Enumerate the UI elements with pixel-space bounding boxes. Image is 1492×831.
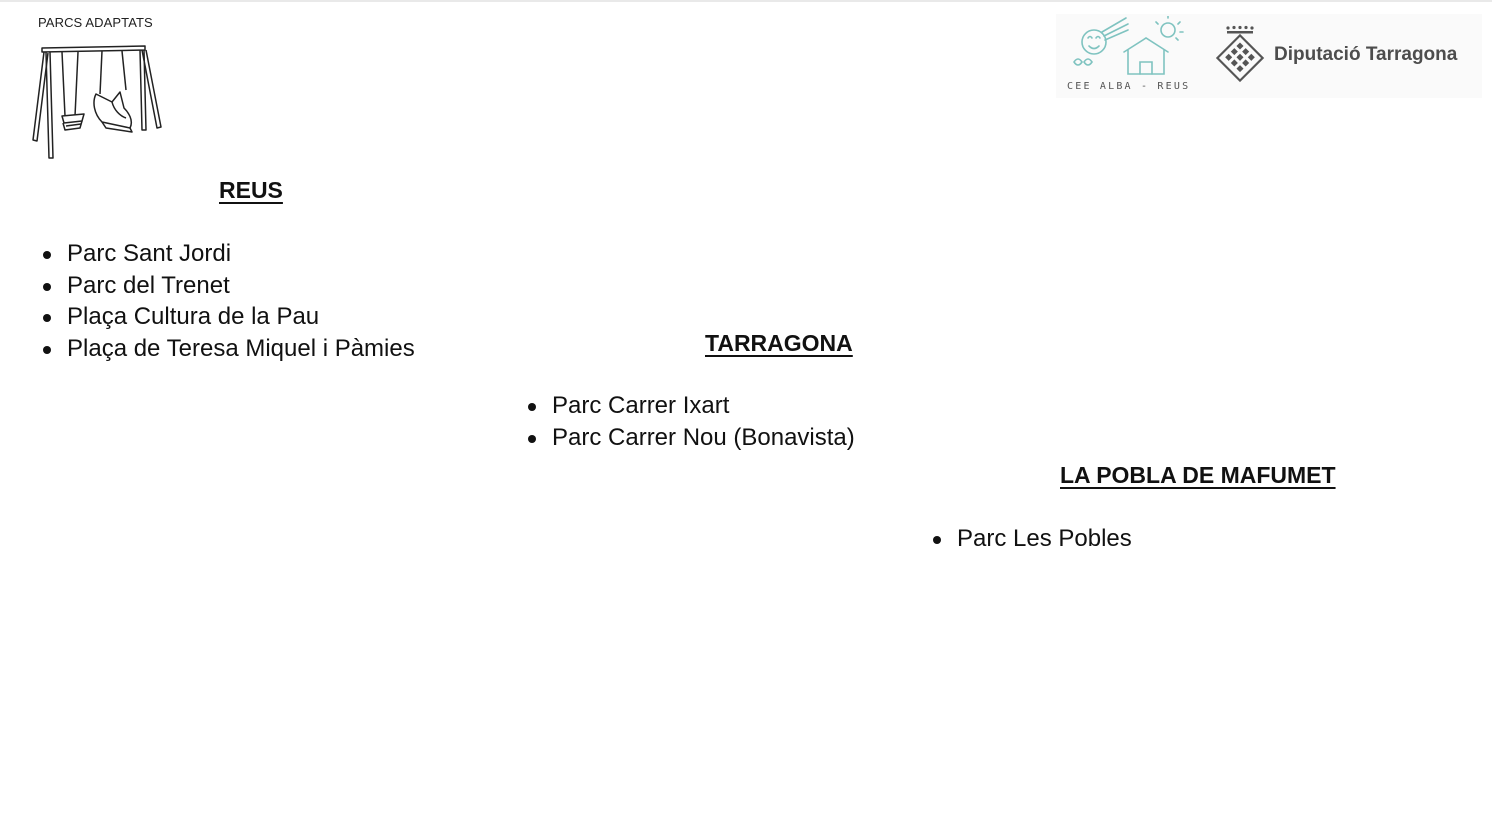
top-divider — [0, 0, 1492, 2]
page-header-label: PARCS ADAPTATS — [38, 15, 153, 30]
city-heading-reus: REUS — [219, 177, 283, 203]
cee-alba-caption: CEE ALBA - REUS — [1067, 81, 1191, 92]
cee-alba-logo — [1064, 16, 1188, 82]
swing-set-icon — [28, 42, 168, 164]
park-list-la-pobla-de-mafumet — [930, 523, 1132, 555]
park-list-tarragona — [525, 390, 855, 453]
list-item: Parc Carrer Ixart — [525, 390, 855, 422]
list-item: Parc Sant Jordi — [40, 238, 415, 270]
list-item: Plaça Cultura de la Pau — [40, 301, 415, 333]
list-item: Parc Les Pobles — [930, 523, 1132, 555]
diamond-emblem-icon — [1216, 24, 1270, 86]
city-heading-tarragona: TARRAGONA — [705, 330, 853, 356]
diputacio-logo-text: Diputació Tarragona — [1274, 44, 1458, 65]
park-list-reus — [40, 238, 415, 364]
city-heading-la-pobla-de-mafumet: LA POBLA DE MAFUMET — [1060, 462, 1336, 488]
list-item: Parc Carrer Nou (Bonavista) — [525, 422, 855, 454]
logos-banner — [1056, 14, 1482, 98]
list-item: Parc del Trenet — [40, 270, 415, 302]
list-item: Plaça de Teresa Miquel i Pàmies — [40, 333, 415, 365]
